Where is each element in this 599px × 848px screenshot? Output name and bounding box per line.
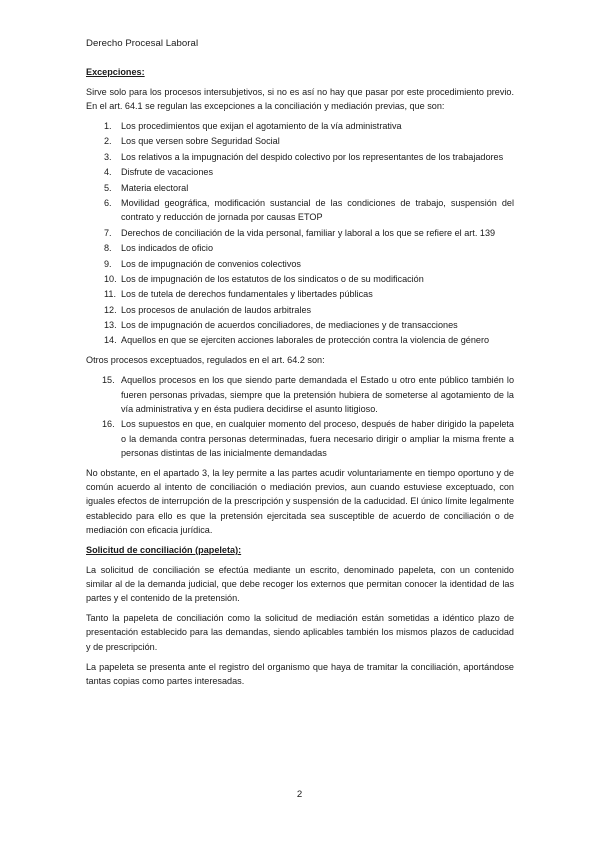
list-item-text: Los supuestos en que, en cualquier momento del proceso, después de haber dirigido la papeleta o la demanda contra personas determinadas, fuera necesario dirigir o ampliar la misma frente a personas distintas de las inicialmente demandadas (121, 419, 514, 458)
list-item-number: 7. (104, 227, 112, 238)
list-item (86, 303, 514, 317)
list-item (86, 226, 514, 240)
solicitud-paragraph-2: Tanto la papeleta de conciliación como la solicitud de mediación están sometidas a idéntico plazo de presentación establecido para las demandas, siendo aplicables también los mismos plazos de caducidad y de prescripción. (86, 613, 514, 652)
page-number: 2 (296, 789, 303, 800)
page-content (86, 65, 514, 688)
list-item-text: Disfrute de vacaciones (121, 167, 213, 178)
list-item-text: Los de impugnación de acuerdos conciliadores, de mediaciones y de transacciones (121, 320, 458, 331)
list-item-text: Los relativos a la impugnación del despido colectivo por los representantes de los trabajadores (121, 151, 504, 162)
list-item-text: Aquellos en que se ejerciten acciones laborales de protección contra la violencia de género (121, 335, 490, 346)
list-item-number: 11. (104, 289, 116, 300)
list-item-text: Los procesos de anulación de laudos arbitrales (121, 304, 312, 315)
closing-paragraph: No obstante, en el apartado 3, la ley permite a las partes acudir voluntariamente en tiempo oportuno y de común acuerdo al intento de conciliación o mediación previos, aun cuando estuviese exceptuado, con iguales efectos de interrupción de la prescripción y suspensión de la caducidad. El único límite legalmente establecido para ello es que la pretensión ejercitada sea susceptible de acuerdo de conciliación o de mediación con eficacia jurídica. (86, 467, 514, 535)
list-item-text: Los que versen sobre Seguridad Social (121, 136, 280, 147)
list-item-number: 13. (104, 320, 117, 331)
list-item-number: 1. (104, 121, 112, 132)
section-heading-solicitud: Solicitud de conciliación (papeleta): (86, 544, 242, 555)
list-item-text: Materia electoral (121, 182, 189, 193)
list-item (86, 417, 514, 460)
list-item (86, 196, 514, 225)
list-item-number: 16. (102, 419, 115, 430)
section-heading-excepciones: Excepciones: (86, 67, 145, 77)
list-item-number: 5. (104, 182, 112, 193)
list-item (86, 257, 514, 271)
list-item-text: Los procedimientos que exijan el agotamiento de la vía administrativa (121, 121, 402, 132)
list-item (86, 181, 514, 195)
list-item (86, 119, 514, 133)
list-item (86, 272, 514, 286)
list-item (86, 318, 514, 332)
list-item-text: Los de impugnación de convenios colectivos (121, 258, 301, 269)
list-item-number: 12. (104, 304, 117, 315)
list-item-number: 14. (104, 335, 117, 346)
list-item-text: Los indicados de oficio (121, 243, 214, 254)
list-item-text: Movilidad geográfica, modificación sustancial de las condiciones de trabajo, suspensión del contrato y reducción de jornada por causas ETOP (121, 198, 514, 223)
list-item (86, 134, 514, 148)
list-item (86, 165, 514, 179)
list-item-number: 9. (104, 258, 112, 269)
list-item-text: Los de impugnación de los estatutos de los sindicatos o de su modificación (121, 273, 424, 284)
list-item-text: Aquellos procesos en los que siendo parte demandada el Estado u otro ente público también lo fueren personas privadas, siempre que la pretensión hubiera de someterse al agotamiento de la vía administrativa y en ésta pudiera decidirse el asunto litigioso. (121, 375, 514, 414)
list-item (86, 241, 514, 255)
list-item-number: 15. (102, 375, 115, 386)
solicitud-paragraph-3: La papeleta se presenta ante el registro del organismo que haya de tramitar la conciliación, aportándose tantas copias como partes interesadas. (86, 661, 514, 686)
list-item-text: Derechos de conciliación de la vida personal, familiar y laboral a los que se refiere el art. 139 (121, 227, 496, 238)
intro-paragraph: Sirve solo para los procesos intersubjetivos, si no es así no hay que pasar por este procedimiento previo. En el art. 64.1 se regulan las excepciones a la conciliación y mediación previas, que son: (86, 86, 514, 112)
list-item-text: Los de tutela de derechos fundamentales y libertades públicas (121, 289, 373, 300)
other-exceptions-list (86, 373, 514, 460)
list-item-number: 10. (104, 273, 117, 284)
running-header: Derecho Procesal Laboral (86, 38, 199, 49)
list-item-number: 3. (104, 151, 112, 162)
list-item (86, 373, 514, 416)
list-item (86, 287, 514, 301)
list-item-number: 2. (104, 136, 112, 147)
list-item (86, 150, 514, 164)
list-item-number: 4. (104, 167, 112, 178)
others-intro-paragraph: Otros procesos exceptuados, regulados en el art. 64.2 son: (86, 355, 325, 366)
exceptions-list (86, 119, 514, 348)
list-item (86, 333, 514, 347)
list-item-number: 6. (104, 198, 112, 209)
list-item-number: 8. (104, 243, 112, 254)
solicitud-paragraph-1: La solicitud de conciliación se efectúa mediante un escrito, denominado papeleta, con un contenido similar al de la demanda judicial, que debe recoger los externos que permitan conocer la identidad de las partes y el contenido de la pretensión. (86, 564, 514, 604)
